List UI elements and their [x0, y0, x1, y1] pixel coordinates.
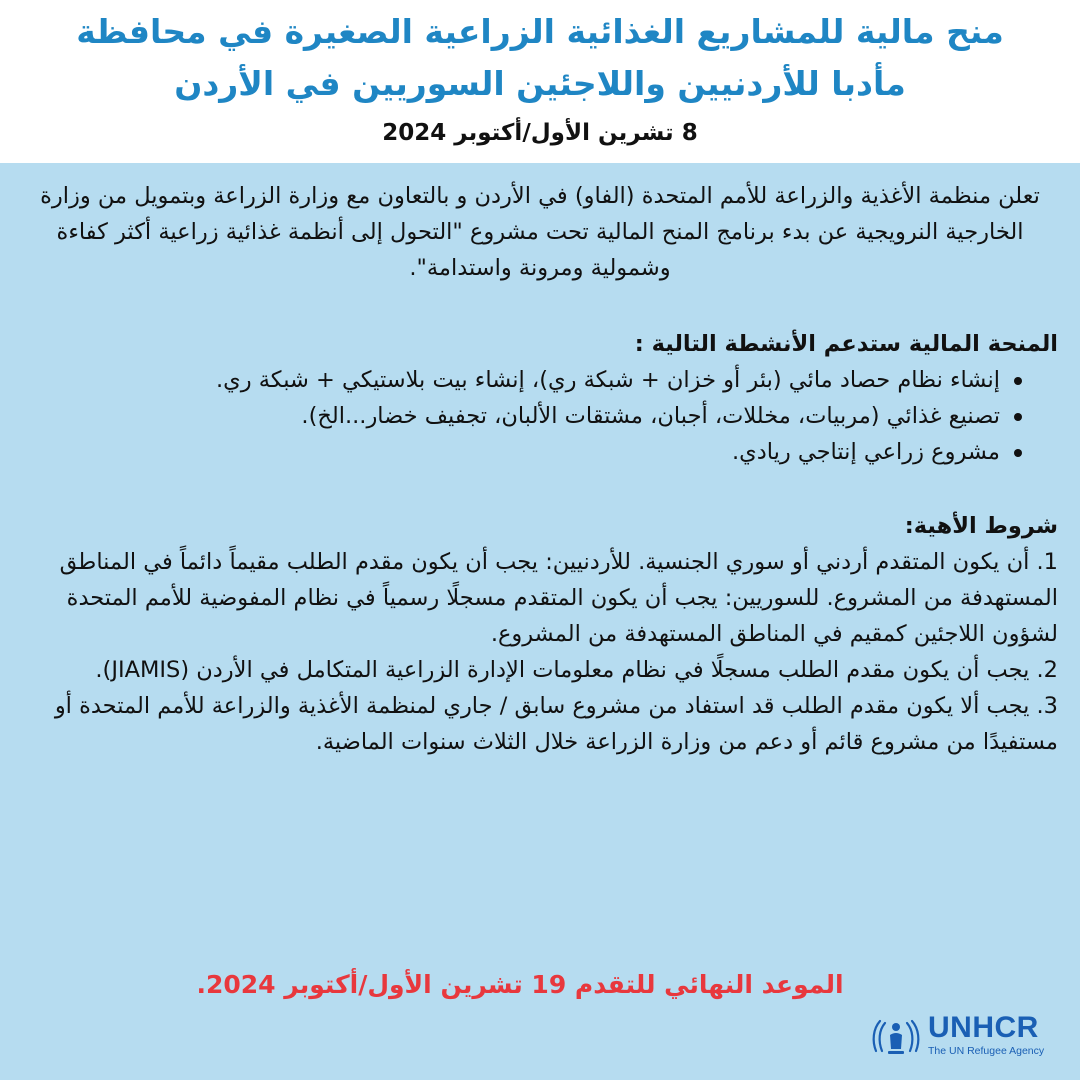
announcement-date: 8 تشرين الأول/أكتوبر 2024 — [382, 120, 698, 146]
eligibility-conditions — [22, 544, 1058, 760]
bullet-icon — [1014, 413, 1022, 421]
activity-text: مشروع زراعي إنتاجي ريادي. — [731, 439, 1000, 465]
activities-heading: المنحة المالية ستدعم الأنشطة التالية : — [634, 331, 1058, 357]
logo-tagline: The UN Refugee Agency — [928, 1045, 1045, 1057]
activities-list — [22, 362, 1058, 470]
announcement-body — [22, 178, 1058, 760]
unhcr-emblem-icon — [870, 1011, 922, 1059]
condition-item: 1. أن يكون المتقدم أردني أو سوري الجنسية. للأردنيين: يجب أن يكون مقدم الطلب مقيماً دائماً في المناطق المستهدفة من المشروع. للسوريين: يجب أن يكون المتقدم مسجلًا رسمياً في نظام المفوضية للأمم المتحدة لشؤون اللاجئين كمقيم في المناطق المستهدفة من المشروع. — [59, 549, 1058, 647]
logo-wordmark: UNHCR — [928, 1011, 1039, 1044]
page-title-line-2: مأدبا للأردنيين واللاجئين السوريين في الأردن — [174, 64, 906, 103]
condition-item: 3. يجب ألا يكون مقدم الطلب قد استفاد من مشروع سابق / جاري لمنظمة الأغذية والزراعة للأمم المتحدة أو مستفيدًا من مشروع قائم أو دعم من وزارة الزراعة خلال الثلاث سنوات الماضية. — [54, 693, 1058, 755]
page-title-line-1: منح مالية للمشاريع الغذائية الزراعية الصغيرة في محافظة — [76, 12, 1004, 51]
activity-item — [22, 362, 1022, 398]
deadline-notice: الموعد النهائي للتقدم 19 تشرين الأول/أكتوبر 2024. — [196, 970, 844, 999]
activity-item — [22, 398, 1022, 434]
condition-item: 2. يجب أن يكون مقدم الطلب مسجلًا في نظام معلومات الإدارة الزراعية المتكامل في الأردن (JIAMIS). — [95, 657, 1058, 683]
activity-text: تصنيع غذائي (مربيات، مخللات، أجبان، مشتقات الألبان، تجفيف خضار...الخ). — [301, 403, 1000, 429]
activity-item — [22, 434, 1022, 470]
activity-text: إنشاء نظام حصاد مائي (بئر أو خزان + شبكة ري)، إنشاء بيت بلاستيكي + شبكة ري. — [215, 367, 1000, 393]
unhcr-logo — [870, 1011, 1060, 1061]
bullet-icon — [1014, 377, 1022, 385]
intro-paragraph: تعلن منظمة الأغذية والزراعة للأمم المتحدة (الفاو) في الأردن و بالتعاون مع وزارة الزراعة وبتمويل من وزارة الخارجية النرويجية عن بدء برنامج المنح المالية تحت مشروع "التحول إلى أنظمة غذائية زراعية أكثر كفاءة وشمولية ومرونة واستدامة". — [40, 183, 1040, 281]
header-banner — [0, 0, 1080, 163]
eligibility-heading: شروط الأهية: — [904, 513, 1058, 539]
bullet-icon — [1014, 449, 1022, 457]
